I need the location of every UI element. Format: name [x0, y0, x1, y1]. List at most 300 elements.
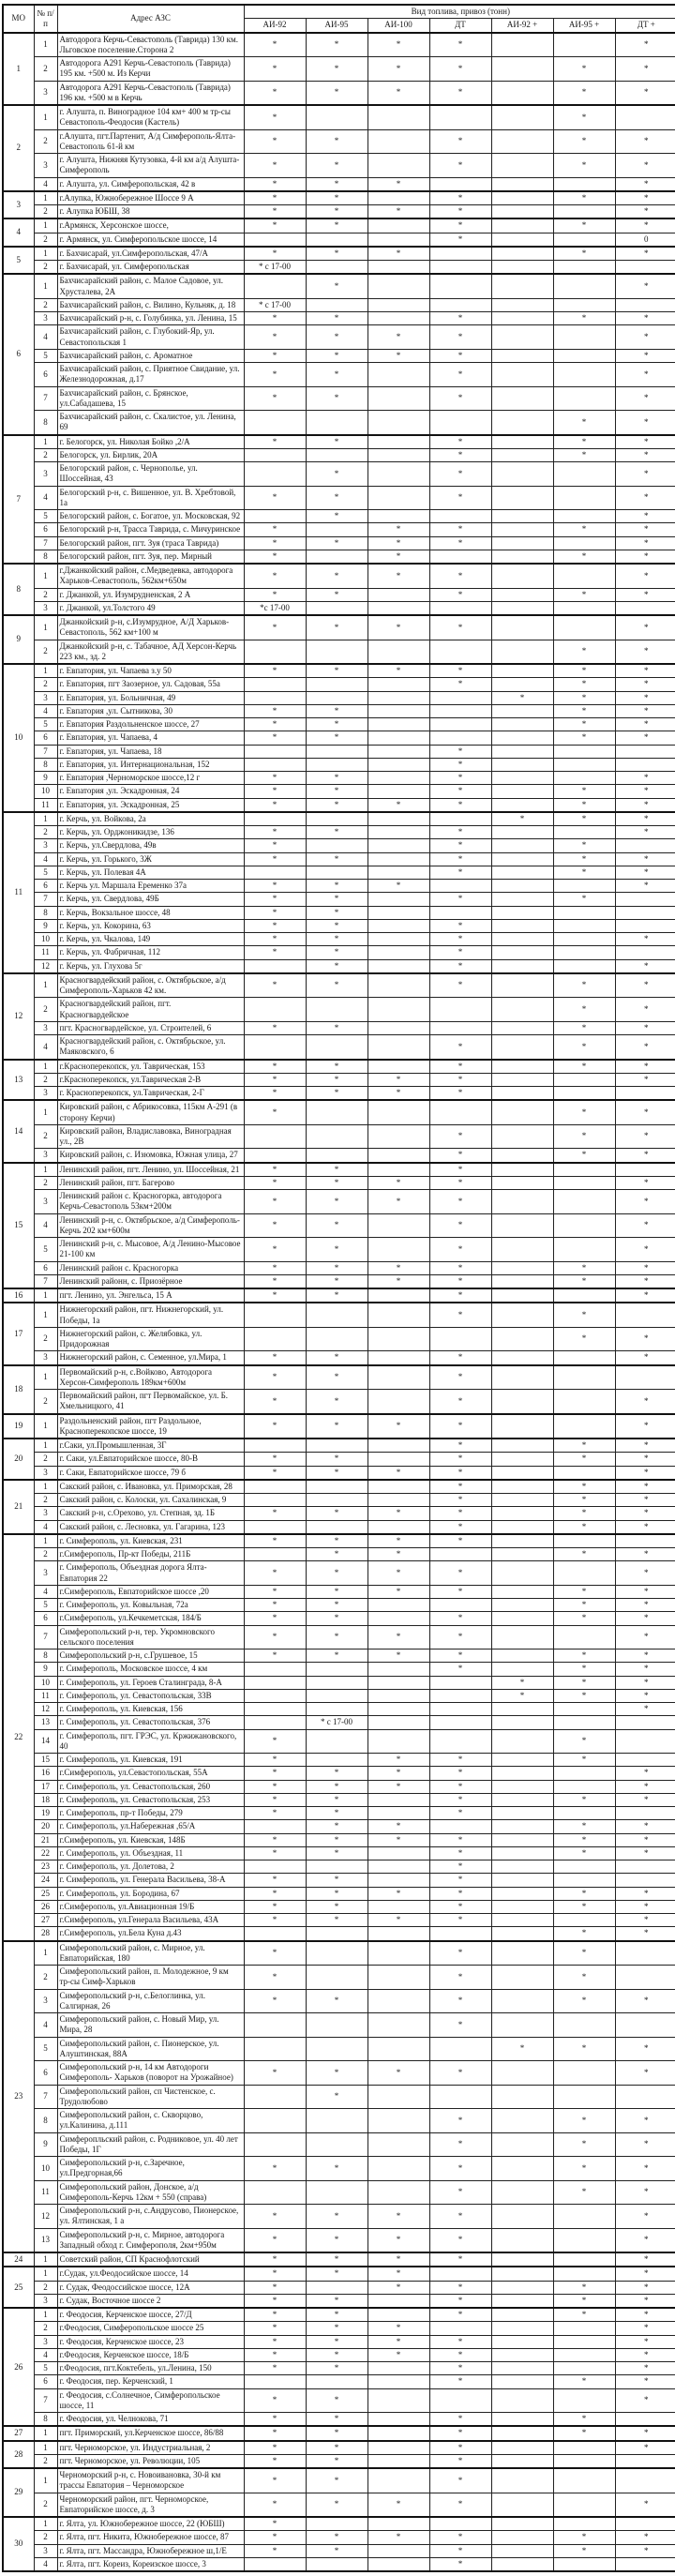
fuel-cell — [429, 261, 491, 275]
address-cell: Ленинский район с. Красногорка — [57, 1261, 244, 1274]
fuel-cell: * — [368, 536, 429, 550]
fuel-cell: * — [429, 1561, 491, 1586]
table-row — [3, 718, 675, 731]
fuel-cell — [306, 812, 368, 826]
fuel-cell — [491, 462, 553, 487]
fuel-cell — [491, 1585, 553, 1598]
row-number-cell: 10 — [34, 785, 57, 798]
fuel-cell: * — [615, 1149, 675, 1163]
fuel-cell: * — [615, 933, 675, 946]
row-number-cell: 4 — [34, 852, 57, 866]
fuel-cell — [368, 785, 429, 798]
fuel-cell — [553, 2493, 615, 2517]
fuel-cell — [553, 363, 615, 387]
fuel-cell: * — [244, 906, 306, 919]
fuel-cell — [429, 550, 491, 564]
fuel-cell: * — [429, 2109, 491, 2133]
fuel-cell — [553, 1716, 615, 1729]
address-cell: г.Армянск, Херсонское шоссе, — [57, 218, 244, 233]
fuel-cell: * — [306, 312, 368, 325]
table-row — [3, 536, 675, 550]
row-number-cell: 2 — [34, 1494, 57, 1507]
fuel-cell: * — [306, 2294, 368, 2308]
fuel-cell: * — [429, 664, 491, 678]
table-row — [3, 105, 675, 129]
row-number-cell: 5 — [34, 866, 57, 879]
table-row — [3, 704, 675, 717]
fuel-cell: * — [615, 363, 675, 387]
row-number-cell: 1 — [34, 1288, 57, 1303]
fuel-cell — [491, 411, 553, 435]
row-number-cell: 1 — [34, 1365, 57, 1390]
fuel-cell: * — [244, 1365, 306, 1390]
fuel-cell — [491, 2348, 553, 2361]
table-row — [3, 2322, 675, 2335]
table-row — [3, 640, 675, 664]
fuel-cell — [553, 2517, 615, 2531]
fuel-cell — [491, 2013, 553, 2038]
address-cell: пгт. Ленино, ул. Энгельса, 15 А — [57, 1288, 244, 1303]
fuel-cell — [491, 2109, 553, 2133]
fuel-cell: * — [429, 2375, 491, 2388]
row-number-cell: 7 — [34, 536, 57, 550]
row-number-cell: 2 — [34, 1966, 57, 1990]
address-cell: Красногвардейский район, пгт. Красногвардейское — [57, 998, 244, 1022]
fuel-cell — [368, 2375, 429, 2388]
fuel-cell: * — [306, 462, 368, 487]
row-number-cell: 7 — [34, 893, 57, 906]
table-row — [3, 448, 675, 461]
row-number-cell: 5 — [34, 349, 57, 362]
fuel-cell: * — [429, 1767, 491, 1780]
address-cell: Симферопольский р-н, тер. Укромновского сельского поселения — [57, 1625, 244, 1650]
address-cell: Бахчисарайский р-н, с. Голубинка, ул. Ленина, 15 — [57, 312, 244, 325]
fuel-cell: * — [429, 2281, 491, 2294]
table-row — [3, 261, 675, 275]
address-cell: г. Феодосия, пер. Керченский, 1 — [57, 2375, 244, 2388]
fuel-cell: * — [244, 1288, 306, 1303]
fuel-cell: * — [244, 880, 306, 893]
fuel-cell — [615, 1941, 675, 1966]
fuel-cell — [429, 2037, 491, 2061]
fuel-cell — [368, 1860, 429, 1874]
fuel-cell: * — [368, 1914, 429, 1927]
row-number-cell: 1 — [34, 1163, 57, 1177]
fuel-cell — [615, 298, 675, 311]
fuel-cell — [491, 2426, 553, 2440]
fuel-cell: * — [306, 2308, 368, 2322]
fuel-cell — [306, 2180, 368, 2205]
fuel-cell: * — [553, 2109, 615, 2133]
address-cell: Автодорога Керчь-Севастополь (Таврида) 130 км. Льговское поселение.Сторона 2 — [57, 33, 244, 57]
fuel-cell — [491, 615, 553, 640]
fuel-cell: * — [306, 2061, 368, 2086]
address-cell: г.Симферополь, ул.Кечкеметская, 184/Б — [57, 1612, 244, 1625]
fuel-cell: * — [429, 1390, 491, 1414]
fuel-cell: * — [306, 798, 368, 812]
address-cell: г. Симферополь, ул. Севастопольская, 376 — [57, 1716, 244, 1729]
fuel-cell — [553, 2557, 615, 2571]
fuel-cell: * — [615, 704, 675, 717]
fuel-cell — [615, 919, 675, 932]
fuel-cell: * — [244, 349, 306, 362]
fuel-cell: * — [306, 2085, 368, 2109]
fuel-cell — [491, 1520, 553, 1534]
fuel-cell — [491, 1060, 553, 1074]
fuel-cell: * — [306, 1874, 368, 1887]
fuel-cell: * — [244, 325, 306, 350]
address-cell: Симферопольский район, Донское, а/д Симферополь-Керчь 12км + 550 (справа) — [57, 2180, 244, 2205]
fuel-cell — [491, 718, 553, 731]
fuel-cell: * — [306, 218, 368, 233]
fuel-cell: * — [429, 1238, 491, 1262]
row-number-cell: 4 — [34, 486, 57, 510]
fuel-cell — [615, 601, 675, 615]
mo-cell: 27 — [3, 2426, 34, 2440]
row-number-cell: 3 — [34, 1507, 57, 1520]
row-number-cell: 4 — [34, 325, 57, 350]
fuel-cell: * — [244, 2294, 306, 2308]
fuel-cell: * — [553, 998, 615, 1022]
table-row — [3, 349, 675, 362]
fuel-cell — [491, 1414, 553, 1439]
address-cell: Симферопольский район, с. Новый Мир, ул. Мира, 28 — [57, 2013, 244, 2038]
address-cell: Бахчисарайский район, с. Глубокий-Яр, ул. Севастопольская 1 — [57, 325, 244, 350]
fuel-cell — [368, 154, 429, 178]
fuel-cell: * — [553, 1989, 615, 2013]
address-cell: г. Симферополь, ул. Севастопольская, 260 — [57, 1780, 244, 1793]
header-address: Адрес АЗС — [57, 5, 244, 33]
table-row — [3, 880, 675, 893]
address-cell: г.Симферополь, ул.Генерала Васильева, 43А — [57, 1914, 244, 1927]
table-row — [3, 1466, 675, 1480]
fuel-cell: * — [244, 1941, 306, 1966]
fuel-cell — [306, 2517, 368, 2531]
fuel-cell — [615, 1163, 675, 1177]
address-cell: г. Алушта, ул. Симферопольская, 42 в — [57, 177, 244, 191]
fuel-cell: * — [429, 1073, 491, 1086]
row-number-cell: 9 — [34, 2132, 57, 2157]
fuel-cell: * — [615, 191, 675, 205]
table-row — [3, 1213, 675, 1238]
row-number-cell: 2 — [34, 1453, 57, 1466]
fuel-cell: * — [615, 1261, 675, 1274]
fuel-cell — [553, 536, 615, 550]
fuel-cell: * — [368, 1507, 429, 1520]
fuel-cell: * — [368, 1887, 429, 1900]
address-cell: Бахчисарайский район, с. Брянское, ул.Сабадашева, 15 — [57, 386, 244, 411]
fuel-cell: * — [429, 2335, 491, 2348]
fuel-cell: * — [306, 1612, 368, 1625]
fuel-cell: *с 17-00 — [244, 601, 306, 615]
row-number-cell: 1 — [34, 2252, 57, 2267]
fuel-cell: * — [553, 1820, 615, 1833]
fuel-cell — [306, 2132, 368, 2157]
table-row — [3, 154, 675, 178]
fuel-cell: * — [615, 1689, 675, 1702]
address-cell: Ленинский район, пгт. Ленино, ул. Шоссейная, 21 — [57, 1163, 244, 1177]
address-cell: г.Феодосия, Симферопольское шоссе 25 — [57, 2322, 244, 2335]
fuel-cell: * — [244, 893, 306, 906]
row-number-cell: 7 — [34, 745, 57, 758]
fuel-cell: * — [244, 247, 306, 261]
fuel-cell: * — [244, 218, 306, 233]
address-cell: Бахчисарайский район, с. Приятное Свидание, ул. Железнодорожная, д.17 — [57, 363, 244, 387]
fuel-cell: * — [615, 880, 675, 893]
fuel-cell: * — [306, 615, 368, 640]
row-number-cell: 6 — [34, 1612, 57, 1625]
row-number-cell: 21 — [34, 1833, 57, 1846]
row-number-cell: 8 — [34, 2109, 57, 2133]
fuel-cell: * — [306, 274, 368, 298]
table-row — [3, 1561, 675, 1586]
fuel-cell — [615, 2013, 675, 2038]
fuel-cell — [491, 1453, 553, 1466]
fuel-cell: * — [244, 1213, 306, 1238]
fuel-cell: * — [553, 2132, 615, 2157]
fuel-cell — [429, 1327, 491, 1351]
fuel-cell — [491, 2132, 553, 2157]
fuel-cell: * — [553, 731, 615, 745]
fuel-cell — [491, 2517, 553, 2531]
address-cell: г. Евпатория, ул. Чапаева, 18 — [57, 745, 244, 758]
fuel-cell: * — [244, 129, 306, 154]
address-cell: г. Феодосия, Керченское шоссе, 23 — [57, 2335, 244, 2348]
row-number-cell: 1 — [34, 33, 57, 57]
fuel-cell — [368, 1351, 429, 1365]
fuel-cell — [306, 1327, 368, 1351]
fuel-cell — [244, 1327, 306, 1351]
fuel-cell: * — [615, 57, 675, 82]
fuel-cell: * — [429, 1663, 491, 1676]
row-number-cell: 14 — [34, 1729, 57, 1754]
mo-cell: 23 — [3, 1941, 34, 2253]
fuel-cell: * — [306, 2493, 368, 2517]
address-cell: Симферопольский р-н, с.Грушевое, 15 — [57, 1650, 244, 1663]
fuel-cell: * — [429, 946, 491, 959]
fuel-cell: * — [368, 2252, 429, 2267]
fuel-cell: * — [553, 1941, 615, 1966]
address-cell: Сакский район, с. Ивановка, ул. Приморская, 28 — [57, 1480, 244, 1494]
fuel-cell — [368, 2294, 429, 2308]
row-number-cell: 2 — [34, 298, 57, 311]
fuel-cell — [368, 893, 429, 906]
address-cell: г. Керчь, Вокзальное шоссе, 48 — [57, 906, 244, 919]
fuel-cell: * — [244, 33, 306, 57]
table-row — [3, 510, 675, 523]
fuel-cell: * — [615, 1585, 675, 1598]
row-number-cell: 1 — [34, 435, 57, 449]
fuel-cell — [429, 2517, 491, 2531]
fuel-cell — [615, 105, 675, 129]
fuel-cell: * — [429, 772, 491, 785]
fuel-cell — [244, 678, 306, 691]
fuel-cell — [368, 1729, 429, 1754]
fuel-cell — [368, 1520, 429, 1534]
fuel-cell — [491, 2281, 553, 2294]
fuel-cell — [553, 1073, 615, 1086]
fuel-cell: * — [553, 523, 615, 536]
address-cell: Советский район, СП Краснофлотский — [57, 2252, 244, 2267]
mo-cell: 14 — [3, 1100, 34, 1162]
fuel-cell — [491, 1274, 553, 1288]
fuel-cell — [553, 1288, 615, 1303]
address-cell: г. Симферополь, ул. Долетова, 2 — [57, 1860, 244, 1874]
row-number-cell: 6 — [34, 880, 57, 893]
fuel-cell — [306, 1729, 368, 1754]
fuel-cell: * — [306, 2454, 368, 2468]
fuel-cell: * — [368, 57, 429, 82]
fuel-cell — [368, 1021, 429, 1034]
fuel-cell: * — [306, 1087, 368, 1101]
fuel-cell: * — [615, 536, 675, 550]
address-cell: г. Джанкой, ул.Толстого 49 — [57, 601, 244, 615]
address-cell: г. Керчь, ул. Глухова 5г — [57, 959, 244, 973]
header-fuel-type: ДТ + — [615, 19, 675, 33]
fuel-cell: * — [244, 191, 306, 205]
fuel-cell: * — [553, 247, 615, 261]
fuel-cell — [491, 363, 553, 387]
address-cell: Кировский район, с Абрикосовка, 115км А-291 (в сторону Керчи) — [57, 1100, 244, 1124]
row-number-cell: 1 — [34, 664, 57, 678]
row-number-cell: 1 — [34, 2468, 57, 2493]
address-cell: Нижнегорский район, с. Желябовка, ул. Придорожная — [57, 1327, 244, 1351]
fuel-cell: * — [615, 1190, 675, 1214]
row-number-cell: 5 — [34, 510, 57, 523]
fuel-cell — [306, 233, 368, 247]
row-number-cell: 8 — [34, 2413, 57, 2427]
fuel-cell: * — [306, 852, 368, 866]
fuel-cell: * — [615, 588, 675, 601]
address-cell: г. Керчь, ул. Орджоникидзе, 136 — [57, 826, 244, 839]
row-number-cell: 1 — [34, 1303, 57, 1327]
fuel-cell — [368, 2468, 429, 2493]
row-number-cell: 3 — [34, 154, 57, 178]
table-row — [3, 933, 675, 946]
fuel-cell — [244, 2013, 306, 2038]
fuel-cell: * — [615, 772, 675, 785]
table-row — [3, 664, 675, 678]
fuel-cell — [553, 325, 615, 350]
table-row — [3, 1480, 675, 1494]
fuel-cell: * — [615, 1833, 675, 1846]
fuel-cell: * — [553, 2308, 615, 2322]
fuel-cell: * — [244, 564, 306, 588]
fuel-cell — [553, 510, 615, 523]
fuel-cell — [491, 1754, 553, 1767]
fuel-cell — [491, 205, 553, 219]
table-row — [3, 1754, 675, 1767]
fuel-cell — [491, 325, 553, 350]
fuel-cell — [553, 1807, 615, 1820]
fuel-cell: * — [244, 57, 306, 82]
fuel-cell: * — [429, 866, 491, 879]
mo-cell: 28 — [3, 2441, 34, 2469]
fuel-cell — [553, 1190, 615, 1214]
fuel-cell — [553, 349, 615, 362]
fuel-cell — [368, 812, 429, 826]
row-number-cell: 5 — [34, 2362, 57, 2375]
fuel-cell — [368, 852, 429, 866]
fuel-cell — [553, 1087, 615, 1101]
row-number-cell: 11 — [34, 798, 57, 812]
fuel-cell — [491, 1124, 553, 1149]
address-cell: г. Симферополь, ул. Генерала Васильева, 38-А — [57, 1874, 244, 1887]
table-row — [3, 325, 675, 350]
fuel-cell: * — [429, 2454, 491, 2468]
fuel-cell — [244, 448, 306, 461]
fuel-cell — [615, 946, 675, 959]
fuel-cell: * — [553, 2180, 615, 2205]
fuel-cell — [553, 1213, 615, 1238]
fuel-cell — [244, 1124, 306, 1149]
fuel-cell: * — [553, 1274, 615, 1288]
table-row — [3, 1507, 675, 1520]
fuel-cell — [244, 866, 306, 879]
address-cell: г. Симферополь, ул. Героев Сталинграда, 8-А — [57, 1676, 244, 1689]
fuel-cell — [553, 1176, 615, 1189]
fuel-cell: * — [244, 1780, 306, 1793]
table-row — [3, 411, 675, 435]
fuel-cell: * с 17-00 — [306, 1716, 368, 1729]
fuel-cell — [244, 758, 306, 771]
fuel-cell: * — [368, 2335, 429, 2348]
fuel-cell: * — [306, 1534, 368, 1548]
address-cell: г. Ялта, пгт. Массандра, Южнобережное ш,1/Е — [57, 2544, 244, 2557]
fuel-cell — [491, 1793, 553, 1806]
fuel-cell: * — [368, 2348, 429, 2361]
table-row — [3, 2557, 675, 2571]
fuel-cell: * — [553, 1060, 615, 1074]
fuel-cell: * — [306, 1021, 368, 1034]
fuel-cell: * — [615, 1288, 675, 1303]
fuel-cell: * — [429, 536, 491, 550]
table-row — [3, 2308, 675, 2322]
fuel-cell — [553, 486, 615, 510]
fuel-cell — [368, 704, 429, 717]
fuel-cell: * — [306, 2348, 368, 2361]
row-number-cell: 3 — [34, 1561, 57, 1586]
table-row — [3, 363, 675, 387]
fuel-cell: * — [615, 1466, 675, 1480]
fuel-cell: * — [615, 998, 675, 1022]
fuel-cell — [491, 785, 553, 798]
fuel-cell: * — [306, 564, 368, 588]
fuel-cell: * — [429, 233, 491, 247]
mo-cell: 19 — [3, 1414, 34, 1439]
fuel-cell: * — [244, 81, 306, 105]
fuel-cell: * — [429, 1846, 491, 1860]
table-row — [3, 691, 675, 704]
row-number-cell: 2 — [34, 1548, 57, 1561]
fuel-cell — [244, 2557, 306, 2571]
fuel-cell — [306, 411, 368, 435]
fuel-cell: * — [615, 1793, 675, 1806]
row-number-cell: 1 — [34, 1100, 57, 1124]
fuel-cell: * — [244, 973, 306, 998]
fuel-cell: * — [306, 1351, 368, 1365]
fuel-cell: * — [615, 1820, 675, 1833]
fuel-cell — [491, 247, 553, 261]
address-cell: г. Евпатория ,ул. Сытникова, 30 — [57, 704, 244, 717]
fuel-cell: * — [429, 1261, 491, 1274]
fuel-cell — [306, 105, 368, 129]
address-cell: г.Судак, ул.Феодосийское шоссе, 14 — [57, 2267, 244, 2281]
address-cell: Джанкойский р-н, с.Изумрудное, А/Д Харьков-Севастополь, 562 км+100 м — [57, 615, 244, 640]
table-row — [3, 218, 675, 233]
table-row — [3, 2468, 675, 2493]
fuel-cell: * — [306, 1914, 368, 1927]
